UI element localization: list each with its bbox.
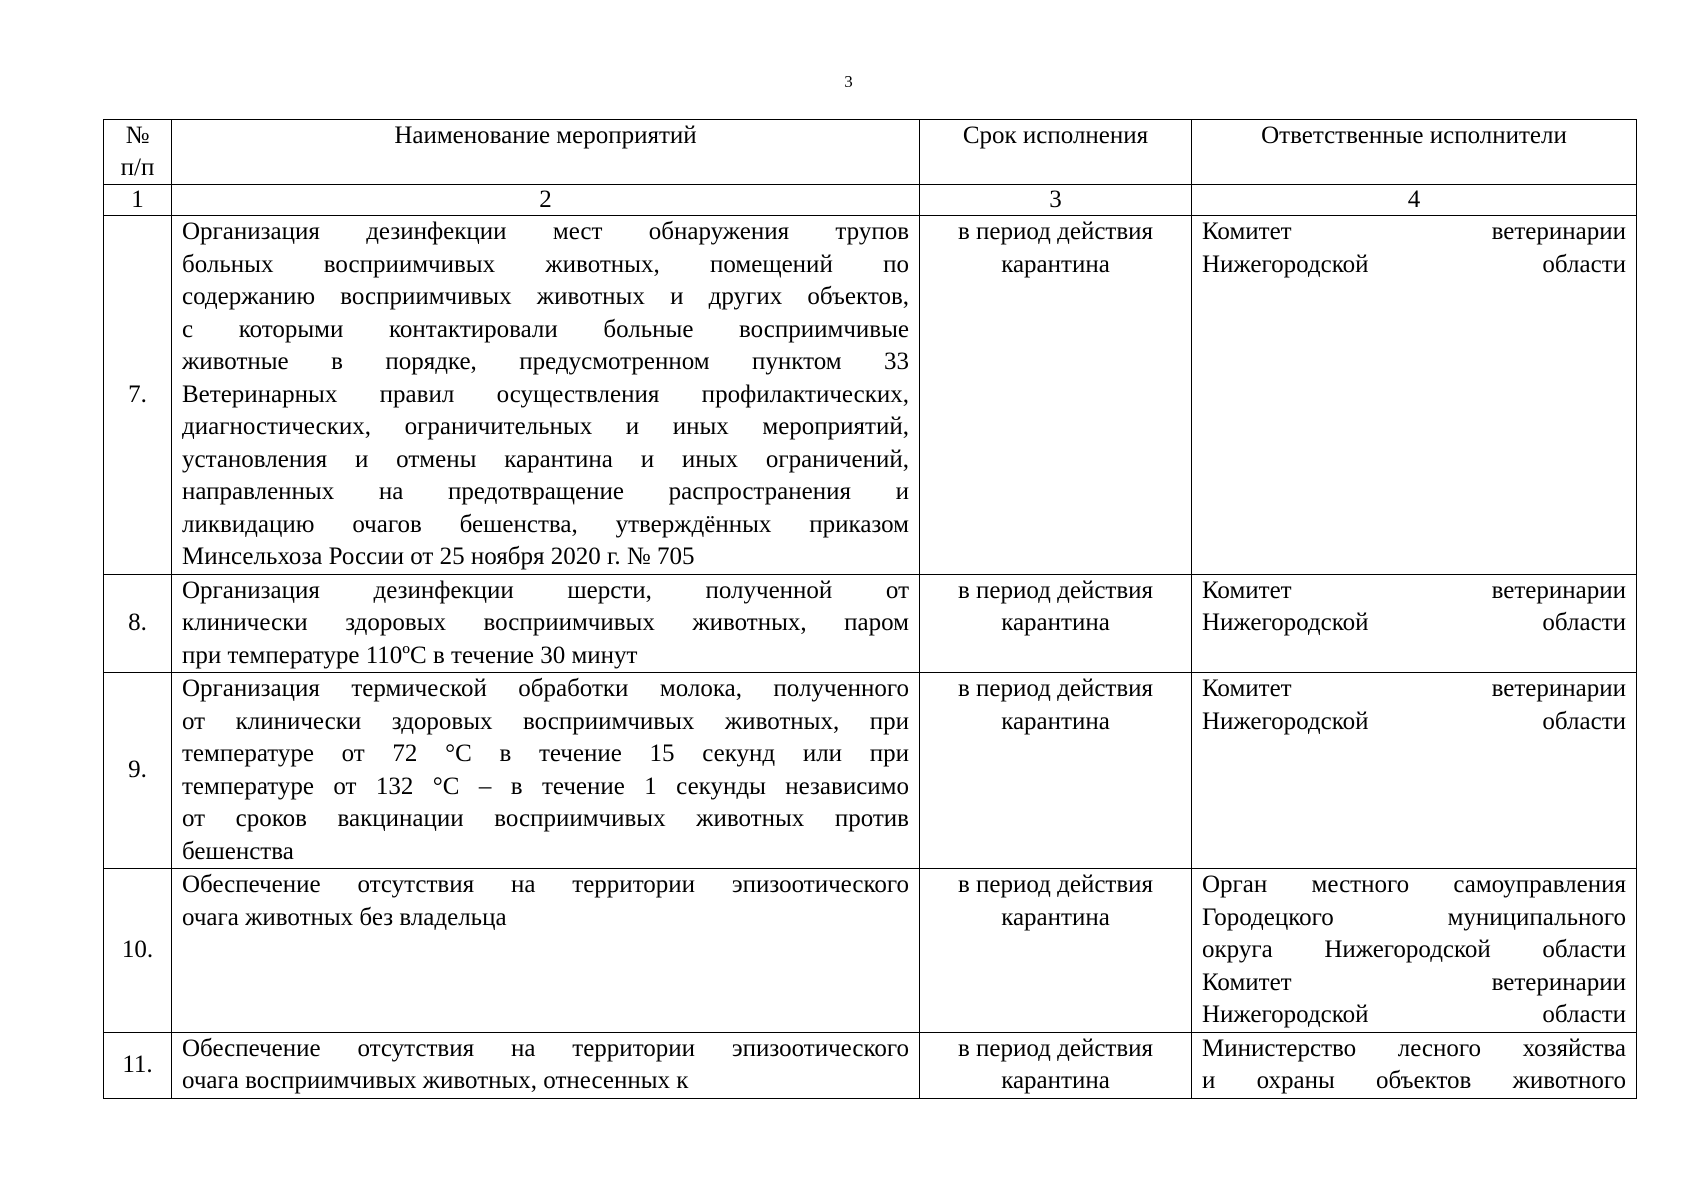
responsible-line: округа Нижегородской области [1202,936,1626,963]
responsible-cell [1192,216,1637,575]
measure-name-line: Ветеринарных правил осуществления профилактических, [182,380,909,408]
table-row [104,574,1637,673]
measure-name-line: от сроков вакцинации восприимчивых животных против [182,805,909,832]
measure-name-cell [172,869,920,1033]
deadline-line: в период действия [957,576,1154,604]
measure-name-line: Организация дезинфекции шерсти, полученной от [182,576,909,604]
deadline-line: карантина [1001,903,1110,931]
responsible-line: Комитет ветеринарии [1202,218,1626,245]
table-header-row [104,120,1637,185]
measures-table [103,119,1637,1099]
table-row [104,869,1637,1033]
table-body [104,216,1637,1099]
responsible-cell [1192,869,1637,1033]
table-row [104,1032,1637,1098]
deadline-line: карантина [1001,250,1110,278]
measure-name-line: Обеспечение отсутствия на территории эпизоотического [182,871,909,898]
responsible-line: Орган местного самоуправления [1202,871,1626,898]
header-term-cell: Срок исполнения [920,120,1192,185]
deadline-line: карантина [1001,1067,1110,1094]
measure-name-line: установления и отмены карантина и иных ограничений, [182,445,909,473]
column-number-1: 1 [104,185,172,216]
measure-name-line: ликвидацию очагов бешенства, утверждённых приказом [182,510,909,538]
measure-name-cell [172,574,920,673]
responsible-line: Министерство лесного хозяйства [1202,1034,1626,1062]
responsible-cell [1192,1032,1637,1098]
responsible-line: и охраны объектов животного [1202,1067,1626,1094]
measure-name-line: с которыми контактировали больные восприимчивые [182,315,909,343]
responsible-line: Нижегородской области [1202,707,1626,735]
measure-name-line: очага восприимчивых животных, отнесенных к [182,1067,689,1094]
measure-name-line: температуре от 132 °C – в течение 1 секунды независимо [182,772,909,800]
deadline-cell [920,869,1192,1033]
measure-name-line: диагностических, ограничительных и иных мероприятий, [182,413,909,440]
header-number-cell [104,120,172,185]
header-responsible-cell: Ответственные исполнители [1192,120,1637,185]
measure-name-line: очага животных без владельца [182,903,507,931]
deadline-cell [920,673,1192,869]
measure-name-line: Организация дезинфекции мест обнаружения трупов [182,218,909,245]
responsible-cell [1192,574,1637,673]
measure-name-line: температуре от 72 °C в течение 15 секунд или при [182,740,909,767]
deadline-cell [920,216,1192,575]
responsible-line: Нижегородской области [1202,1001,1626,1028]
measure-name-line: животные в порядке, предусмотренном пунктом 33 [182,348,909,375]
column-number-3: 3 [920,185,1192,216]
measure-name-line: при температуре 110ºС в течение 30 минут [182,641,638,669]
measure-name-cell [172,1032,920,1098]
measure-name-cell [172,673,920,869]
row-number: 11. [104,1032,172,1098]
header-number-symbol: № [125,122,150,149]
column-number-row [104,185,1637,216]
column-number-2: 2 [172,185,920,216]
deadline-line: в период действия [957,1034,1154,1062]
deadline-line: карантина [1001,609,1110,636]
deadline-cell [920,1032,1192,1098]
measure-name-cell [172,216,920,575]
table-row [104,216,1637,575]
column-number-4: 4 [1192,185,1637,216]
row-number: 8. [104,574,172,673]
header-number-abbrev: п/п [120,154,155,181]
deadline-line: в период действия [957,675,1154,702]
deadline-line: карантина [1001,707,1110,735]
measure-name-line: бешенства [182,837,294,865]
measure-name-line: больных восприимчивых животных, помещений по [182,250,909,278]
responsible-line: Нижегородской области [1202,250,1626,278]
row-number: 7. [104,216,172,575]
deadline-line: в период действия [957,218,1154,245]
row-number: 9. [104,673,172,869]
responsible-line: Нижегородской области [1202,609,1626,636]
row-number: 10. [104,869,172,1033]
measure-name-line: клинически здоровых восприимчивых животных, паром [182,609,909,636]
responsible-cell [1192,673,1637,869]
responsible-line: Комитет ветеринарии [1202,968,1626,996]
measure-name-line: Минсельхоза России от 25 ноября 2020 г. № 705 [182,543,695,570]
deadline-cell [920,574,1192,673]
measure-name-line: Организация термической обработки молока, полученного [182,675,909,702]
responsible-line: Комитет ветеринарии [1202,576,1626,604]
measure-name-line: содержанию восприимчивых животных и других объектов, [182,283,909,310]
deadline-line: в период действия [957,871,1154,898]
table-row [104,673,1637,869]
responsible-line: Городецкого муниципального [1202,903,1626,931]
measure-name-line: от клинически здоровых восприимчивых животных, при [182,707,909,735]
header-name-cell: Наименование мероприятий [172,120,920,185]
responsible-line: Комитет ветеринарии [1202,675,1626,702]
page-number: 3 [844,72,853,91]
measure-name-line: направленных на предотвращение распространения и [182,478,909,505]
measure-name-line: Обеспечение отсутствия на территории эпизоотического [182,1034,909,1062]
